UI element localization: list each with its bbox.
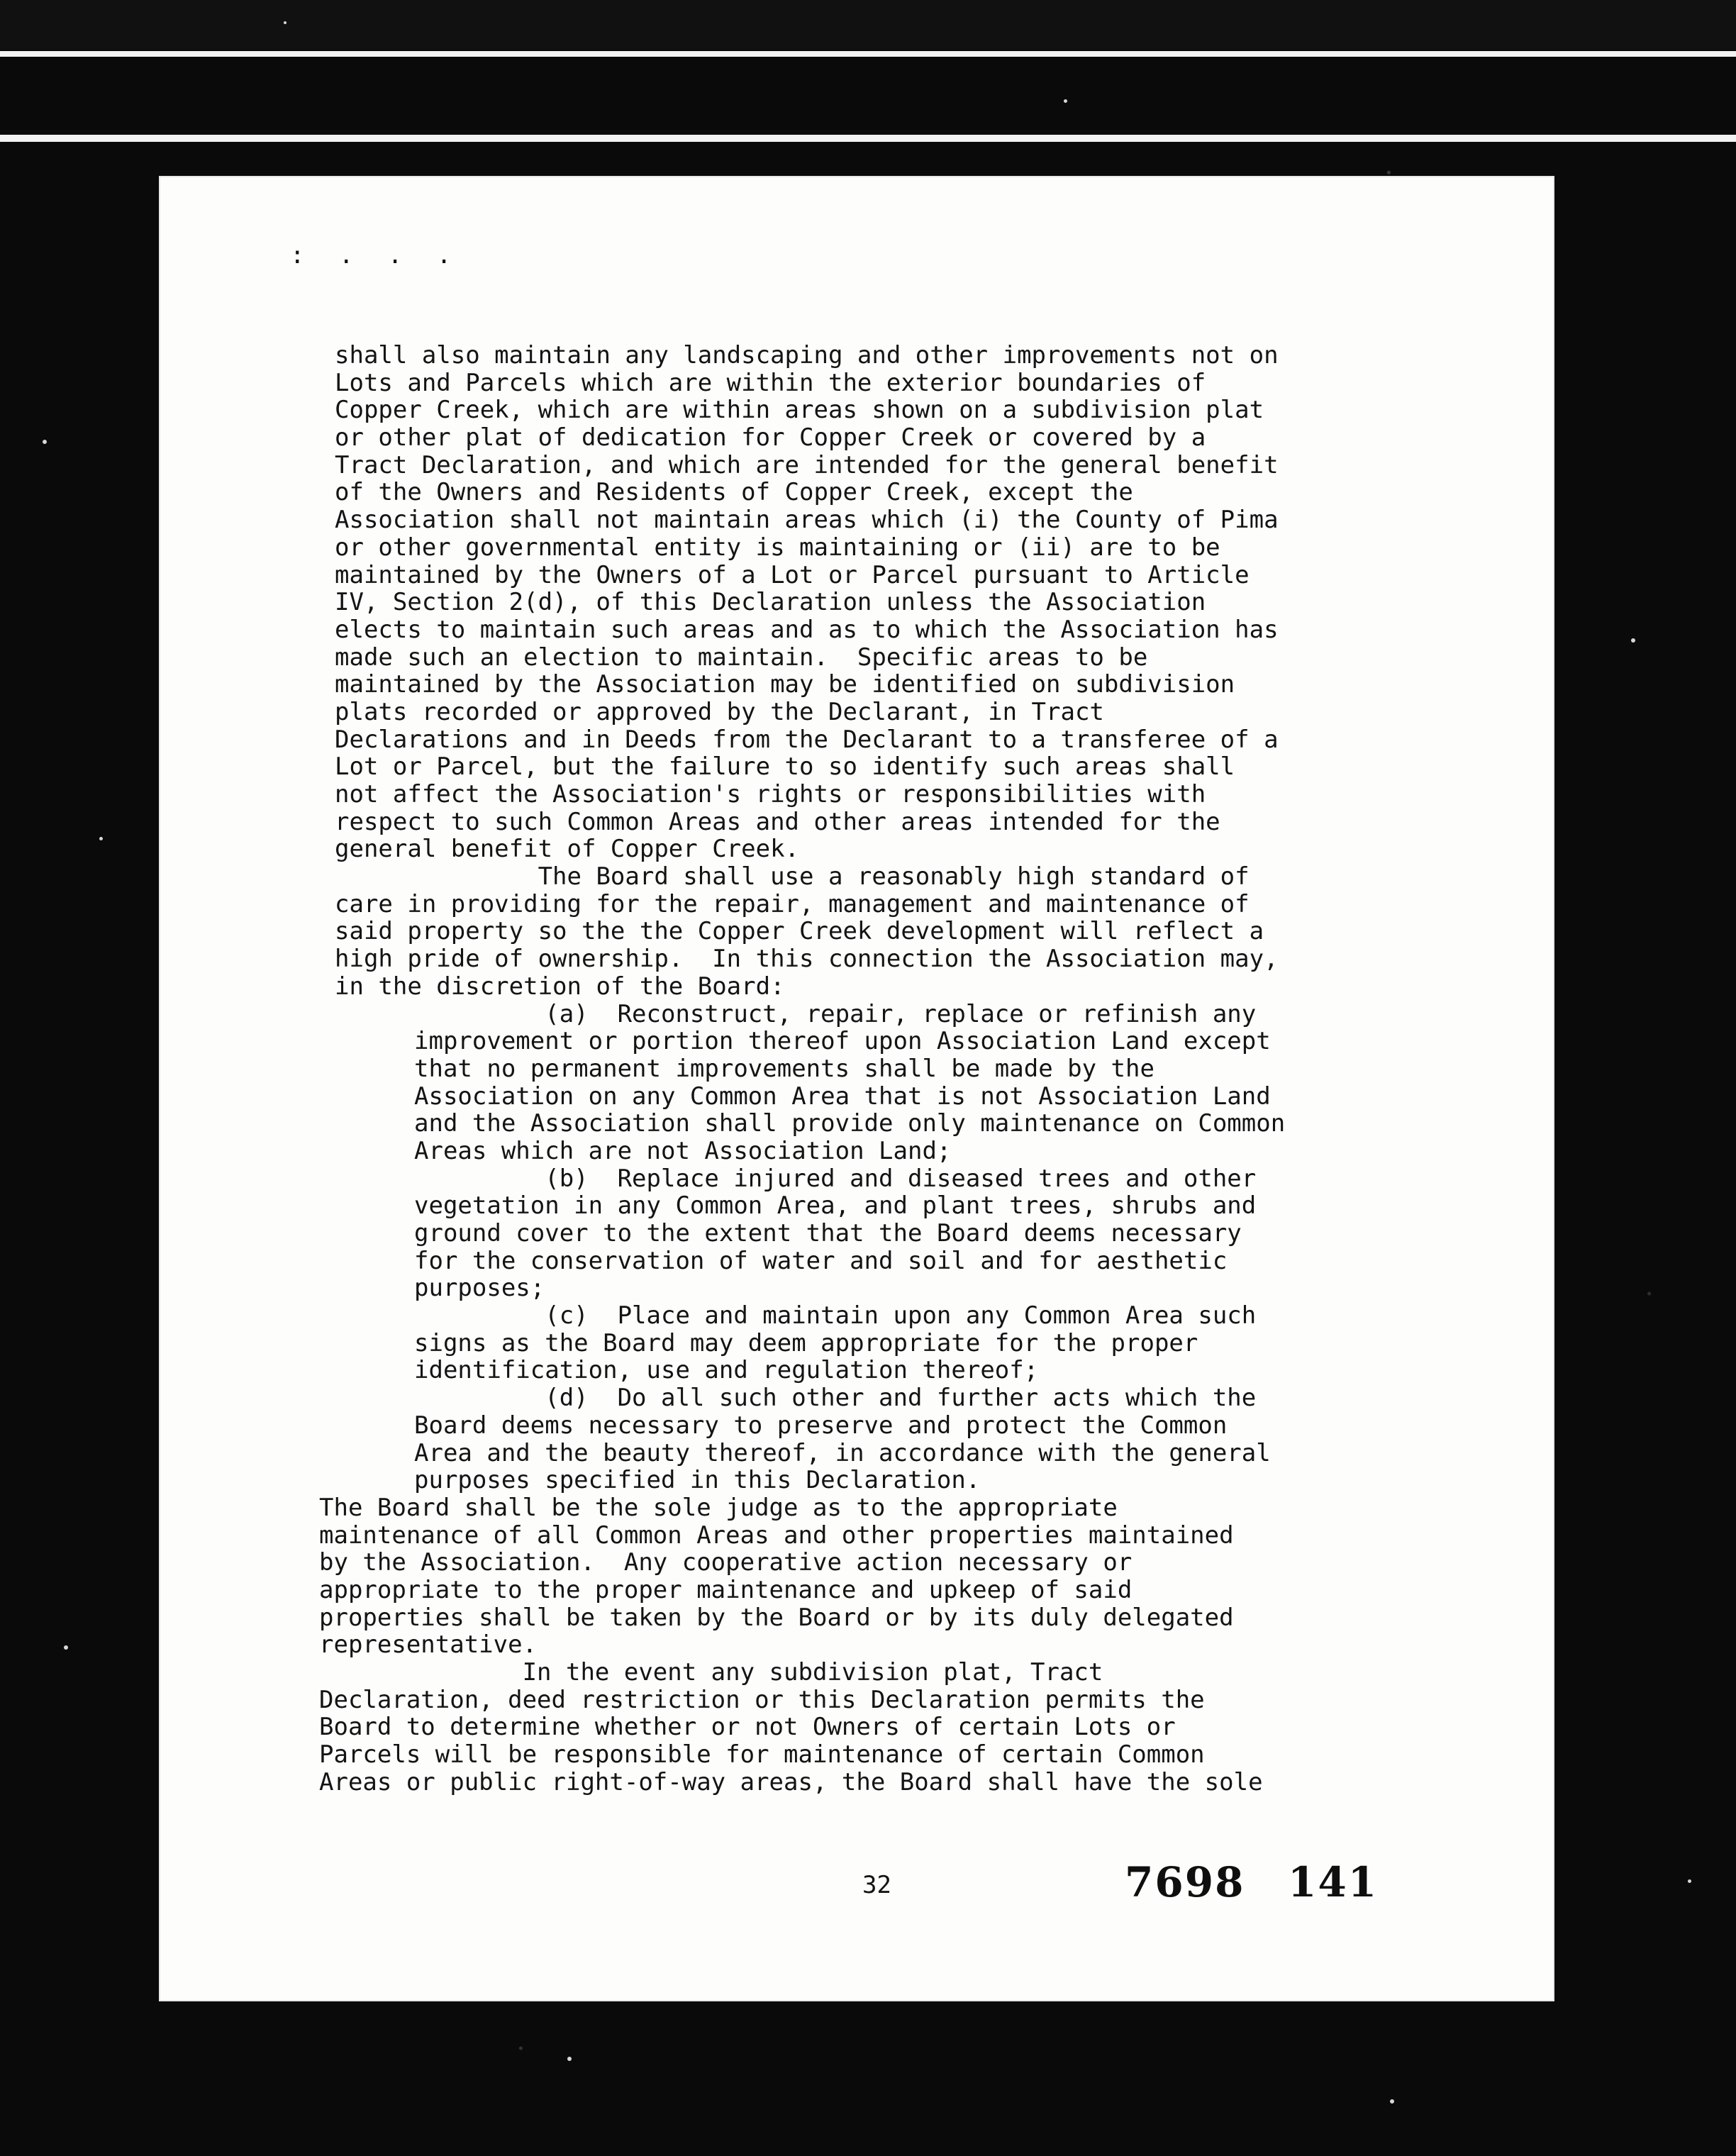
- body-text: [319, 341, 1441, 1796]
- text-line: properties shall be taken by the Board or by its duly delegated: [319, 1603, 1234, 1632]
- scan-speck: [1688, 1879, 1691, 1883]
- text-line: IV, Section 2(d), of this Declaration unless the Association: [335, 588, 1206, 617]
- scan-speck: [567, 2057, 572, 2061]
- document-page: [160, 177, 1553, 2000]
- text-line: signs as the Board may deem appropriate for the proper: [414, 1328, 1198, 1357]
- page-corner-marks: : . . .: [290, 241, 462, 270]
- text-line: representative.: [319, 1630, 538, 1660]
- text-line: (c) Place and maintain upon any Common Area such: [414, 1301, 1257, 1330]
- text-line: general benefit of Copper Creek.: [335, 835, 800, 864]
- text-line: (d) Do all such other and further acts which the: [414, 1384, 1257, 1413]
- text-line: for the conservation of water and soil and for aesthetic: [414, 1246, 1228, 1275]
- scan-speck: [1390, 2099, 1394, 2104]
- text-line: (a) Reconstruct, repair, replace or refinish any: [414, 999, 1257, 1028]
- text-line: maintained by the Association may be identified on subdivision: [335, 670, 1235, 699]
- text-line: maintained by the Owners of a Lot or Parcel pursuant to Article: [335, 560, 1250, 589]
- text-line: that no permanent improvements shall be made by the: [414, 1054, 1154, 1083]
- text-line: Areas or public right-of-way areas, the Board shall have the sole: [319, 1767, 1263, 1796]
- text-line: appropriate to the proper maintenance and upkeep of said: [319, 1575, 1133, 1604]
- text-line: and the Association shall provide only maintenance on Common: [414, 1109, 1286, 1138]
- text-line: Board to determine whether or not Owners of certain Lots or: [319, 1713, 1176, 1742]
- text-line: in the discretion of the Board:: [335, 972, 785, 1001]
- text-line: not affect the Association's rights or responsibilities with: [335, 780, 1206, 808]
- text-line: purposes;: [414, 1274, 545, 1303]
- text-line: Copper Creek, which are within areas shown on a subdivision plat: [335, 396, 1264, 425]
- scan-speck: [284, 21, 286, 24]
- text-line: said property so the the Copper Creek development will reflect a: [335, 917, 1264, 946]
- text-line: vegetation in any Common Area, and plant trees, shrubs and: [414, 1191, 1257, 1221]
- text-line: shall also maintain any landscaping and other improvements not on: [335, 341, 1279, 369]
- text-line: Association on any Common Area that is not Association Land: [414, 1082, 1271, 1111]
- text-line: Declaration, deed restriction or this Declaration permits the: [319, 1685, 1205, 1714]
- text-line: by the Association. Any cooperative action necessary or: [319, 1548, 1133, 1577]
- page-number: 32: [862, 1871, 891, 1899]
- text-line: elects to maintain such areas and as to which the Association has: [335, 615, 1279, 644]
- scan-speck: [1064, 99, 1067, 103]
- text-line: Tract Declaration, and which are intended for the general benefit: [335, 450, 1279, 479]
- text-line: Areas which are not Association Land;: [414, 1136, 952, 1165]
- recording-book-number: 7698: [1125, 1858, 1245, 1906]
- text-line: plats recorded or approved by the Declarant, in Tract: [335, 697, 1104, 726]
- scan-speck: [64, 1645, 68, 1650]
- text-line: maintenance of all Common Areas and other properties maintained: [319, 1521, 1234, 1550]
- text-line: or other governmental entity is maintaining or (ii) are to be: [335, 533, 1220, 562]
- text-line: ground cover to the extent that the Board deems necessary: [414, 1219, 1242, 1248]
- text-line: respect to such Common Areas and other areas intended for the: [335, 807, 1220, 836]
- text-line: or other plat of dedication for Copper Creek or covered by a: [335, 423, 1206, 452]
- text-line: The Board shall be the sole judge as to the appropriate: [319, 1493, 1118, 1522]
- scan-rule-top: [0, 51, 1736, 57]
- text-line: of the Owners and Residents of Copper Creek, except the: [335, 478, 1133, 507]
- text-line: Board deems necessary to preserve and protect the Common: [414, 1411, 1228, 1440]
- text-line: purposes specified in this Declaration.: [414, 1466, 981, 1495]
- text-line: Area and the beauty thereof, in accordance with the general: [414, 1438, 1271, 1467]
- text-line: identification, use and regulation thereof;: [414, 1356, 1039, 1385]
- text-line: Declarations and in Deeds from the Declarant to a transferee of a: [335, 725, 1279, 754]
- text-line: (b) Replace injured and diseased trees and other: [414, 1164, 1257, 1193]
- scan-speck: [1631, 638, 1635, 643]
- text-line: The Board shall use a reasonably high standard of: [335, 862, 1250, 891]
- text-line: improvement or portion thereof upon Association Land except: [414, 1027, 1271, 1056]
- scan-rule-second: [0, 135, 1736, 142]
- scan-speck: [43, 440, 47, 444]
- text-line: Lot or Parcel, but the failure to so identify such areas shall: [335, 752, 1235, 782]
- text-line: Lots and Parcels which are within the exterior boundaries of: [335, 368, 1206, 397]
- scan-top-band: [0, 0, 1736, 50]
- text-line: made such an election to maintain. Specific areas to be: [335, 643, 1148, 672]
- scan-speck: [99, 837, 103, 840]
- text-line: In the event any subdivision plat, Tract: [319, 1658, 1103, 1687]
- text-line: high pride of ownership. In this connection the Association may,: [335, 945, 1279, 974]
- recording-page-number: 141: [1288, 1858, 1379, 1906]
- text-line: care in providing for the repair, management and maintenance of: [335, 889, 1250, 918]
- text-line: Association shall not maintain areas which (i) the County of Pima: [335, 506, 1279, 535]
- text-line: Parcels will be responsible for maintenance of certain Common: [319, 1740, 1205, 1769]
